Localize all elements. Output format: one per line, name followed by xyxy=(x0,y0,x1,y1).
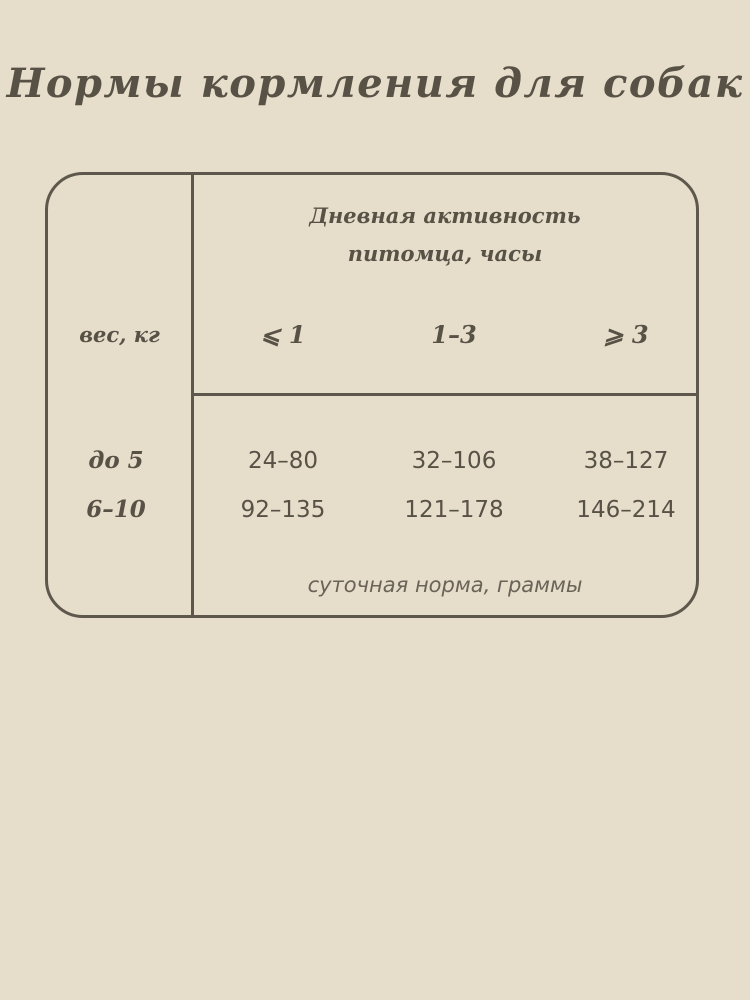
cell-row2-col3: 146–214 xyxy=(576,497,676,523)
activity-header-line-1: Дневная активность xyxy=(309,203,581,228)
footnote-daily-norm: суточная норма, граммы xyxy=(307,573,583,597)
row-label-up-to-5: до 5 xyxy=(88,447,144,474)
cell-row2-col2: 121–178 xyxy=(404,497,504,523)
weight-column-label: вес, кг xyxy=(79,322,160,347)
column-header-mid-activity: 1–3 xyxy=(431,320,477,349)
cell-row1-col3: 38–127 xyxy=(583,448,669,474)
column-header-high-activity: ⩾ 3 xyxy=(603,320,649,349)
cell-row2-col1: 92–135 xyxy=(240,497,326,523)
cell-row1-col2: 32–106 xyxy=(411,448,497,474)
page-title: Нормы кормления для собак xyxy=(6,60,744,107)
feeding-table xyxy=(45,172,699,618)
row-label-6-10: 6–10 xyxy=(86,496,146,523)
column-header-low-activity: ⩽ 1 xyxy=(260,320,306,349)
cell-row1-col1: 24–80 xyxy=(247,448,319,474)
activity-header-line-2: питомца, часы xyxy=(347,241,543,266)
activity-header xyxy=(194,197,696,273)
horizontal-divider xyxy=(194,393,696,396)
